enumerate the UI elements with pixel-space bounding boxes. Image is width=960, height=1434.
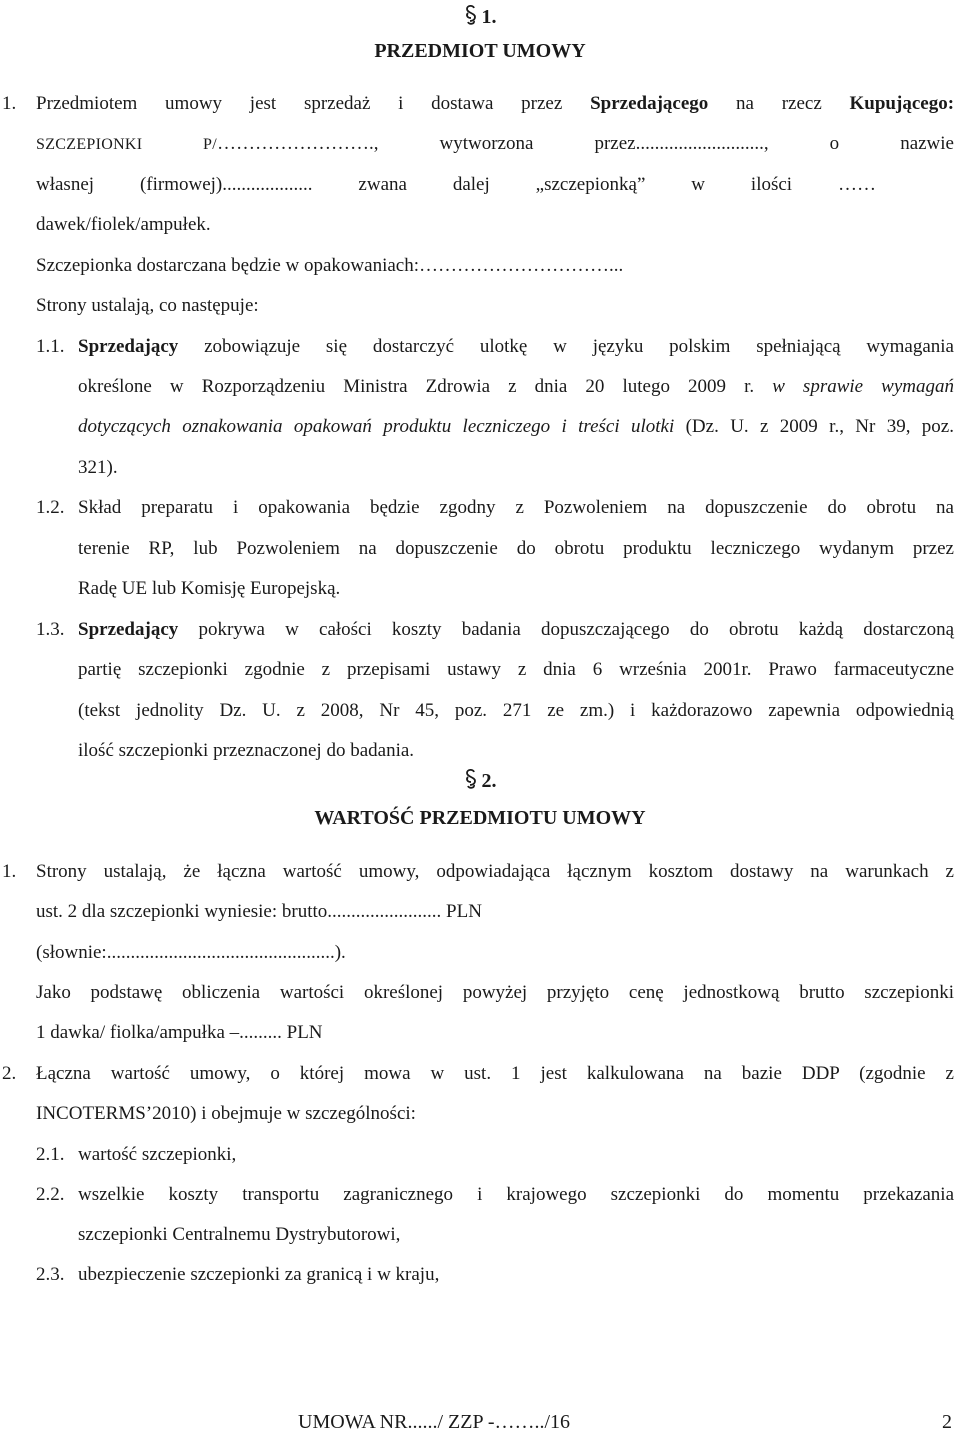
p1-line-4: dawek/fiolek/ampułek. [36, 214, 211, 235]
p1-line-5: Szczepionka dostarczana będzie w opakowaniach:…………………………... [36, 255, 624, 276]
p13-line-4: ilość szczepionki przeznaczonej do badania. [78, 740, 415, 761]
p1-line-3: własnej (firmowej)................... zwana dalej „szczepionką” w ilości …… [36, 174, 876, 195]
p12-line-2: terenie RP, lub Pozwoleniem na dopuszczenie do obrotu produktu leczniczego wydanym przez [78, 538, 954, 559]
p12-line-1: Skład preparatu i opakowania będzie zgodny z Pozwoleniem na dopuszczenie do obrotu na [78, 497, 954, 518]
item-2-1-text: wartość szczepionki, [78, 1144, 237, 1165]
p1-line-2: SZCZEPIONKI P/……………………., wytworzona przez..........................., o nazwie [36, 133, 954, 154]
s2-p1-line-5: 1 dawka/ fiolka/ampułka –......... PLN [36, 1022, 323, 1043]
footer-page-number: 2 [942, 1411, 952, 1433]
s2-p1-line-4: Jako podstawę obliczenia wartości określonej powyżej przyjęto cenę jednostkową brutto szczepionki [36, 982, 954, 1003]
p1-line-1: Przedmiotem umowy jest sprzedaż i dostawa przez Sprzedającego na rzecz Kupującego: [36, 93, 955, 114]
item-2-3-text: ubezpieczenie szczepionki za granicą i w kraju, [78, 1264, 440, 1285]
section-1-title: PRZEDMIOT UMOWY [374, 40, 586, 62]
p13-line-1: Sprzedający pokrywa w całości koszty badania dopuszczającego do obrotu każdą dostarczoną [78, 619, 955, 640]
p12-line-3: Radę UE lub Komisję Europejską. [78, 578, 341, 599]
item-2-2-text-cont: szczepionki Centralnemu Dystrybutorowi, [78, 1224, 401, 1245]
s2-p2-line-2: INCOTERMS’2010) i obejmuje w szczególności: [36, 1103, 416, 1124]
item-2-1-number: 2.1. [36, 1144, 65, 1165]
s2-p1-line-1: Strony ustalają, że łączna wartość umowy, odpowiadająca łącznym kosztom dostawy na warunkach z [36, 861, 954, 882]
section-sign-icon [464, 4, 478, 26]
section-1-number: 1. [0, 4, 960, 30]
p13-line-3: (tekst jednolity Dz. U. z 2008, Nr 45, poz. 271 ze zm.) i każdorazowo zapewnia odpowiednią [78, 700, 954, 721]
section-2-title: WARTOŚĆ PRZEDMIOTU UMOWY [314, 807, 646, 829]
p11-line-2: określone w Rozporządzeniu Ministra Zdrowia z dnia 20 lutego 2009 r. w sprawie wymagań [78, 376, 954, 397]
s2-p1-line-2: ust. 2 dla szczepionki wyniesie: brutto........................ PLN [36, 901, 482, 922]
s2-p2-line-1: Łączna wartość umowy, o której mowa w ust. 1 jest kalkulowana na bazie DDP (zgodnie z [36, 1063, 954, 1084]
section-2-number: 2. [0, 768, 960, 794]
p1-line-6: Strony ustalają, co następuje: [36, 295, 259, 316]
p11-number: 1.1. [36, 336, 65, 357]
item-2-3-number: 2.3. [36, 1264, 65, 1285]
s2-p2-number: 2. [2, 1063, 17, 1084]
p13-line-2: partię szczepionki zgodnie z przepisami ustawy z dnia 6 września 2001r. Prawo farmaceutyczne [78, 659, 954, 680]
item-2-2-text: wszelkie koszty transportu zagranicznego i krajowego szczepionki do momentu przekazania [78, 1184, 954, 1205]
section-sign-icon [464, 768, 478, 790]
s2-p1-line-3: (słownie:................................................). [36, 942, 346, 963]
p1-number: 1. [2, 93, 17, 114]
p12-number: 1.2. [36, 497, 65, 518]
p13-number: 1.3. [36, 619, 65, 640]
footer-contract-number: UMOWA NR....../ ZZP -……../16 [298, 1411, 571, 1433]
item-2-2-number: 2.2. [36, 1184, 65, 1205]
p11-line-4: 321). [78, 457, 118, 478]
s2-p1-number: 1. [2, 861, 17, 882]
p11-line-3: dotyczących oznakowania opakowań produktu leczniczego i treści ulotki (Dz. U. z 2009 r., Nr 39, poz. [78, 416, 954, 437]
p11-line-1: Sprzedający zobowiązuje się dostarczyć ulotkę w języku polskim spełniającą wymagania [78, 336, 954, 357]
